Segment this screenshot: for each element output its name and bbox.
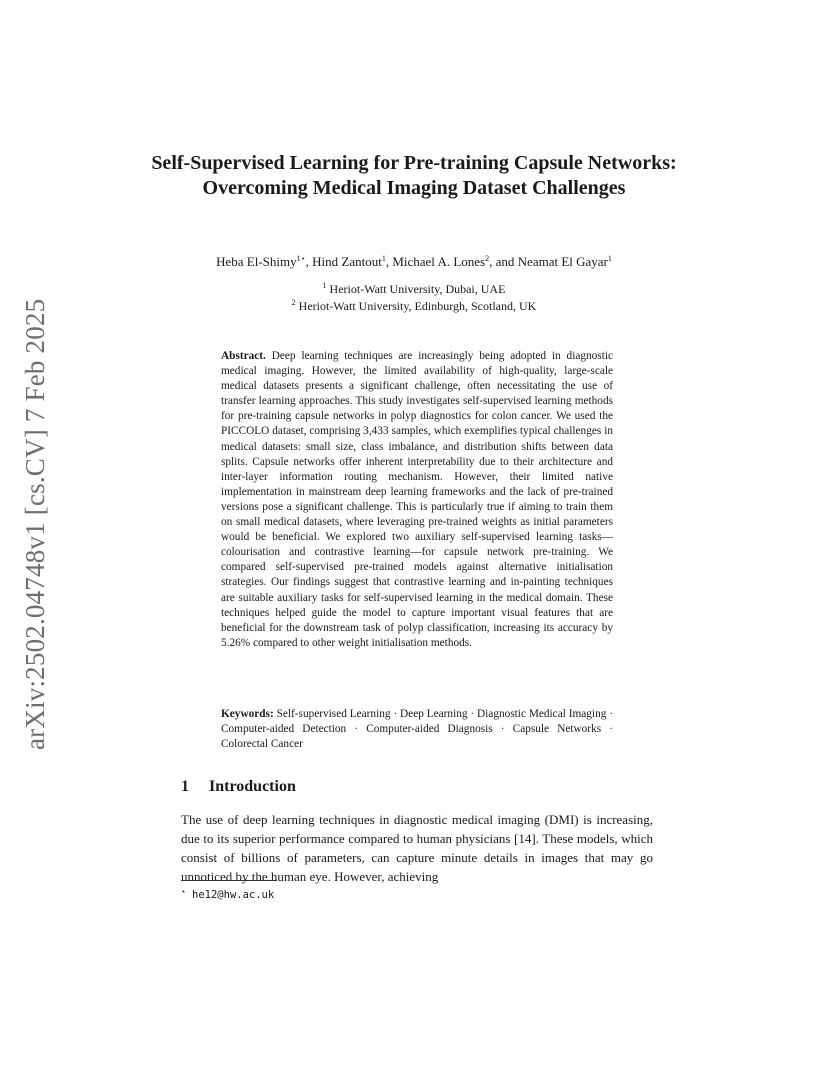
footnote-mark: ⋆ bbox=[181, 887, 187, 896]
author-separator: , bbox=[385, 254, 393, 269]
affiliation-text: Heriot-Watt University, Edinburgh, Scotland, UK bbox=[298, 299, 537, 313]
author-separator: , and bbox=[489, 254, 518, 269]
author-affiliation-mark: 1 bbox=[607, 254, 612, 263]
abstract-label: Abstract. bbox=[221, 350, 266, 362]
affiliation-item bbox=[150, 298, 678, 315]
affiliation-text: Heriot-Watt University, Dubai, UAE bbox=[329, 282, 506, 296]
author-affiliation-mark: 1 bbox=[381, 254, 386, 263]
affiliation-list bbox=[150, 281, 678, 315]
footnote-email: he12@hw.ac.uk bbox=[192, 889, 275, 901]
footnote-divider bbox=[181, 880, 277, 881]
author-name: Michael A. Lones bbox=[392, 254, 486, 269]
author-list bbox=[150, 254, 678, 270]
author-name: Neamat El Gayar bbox=[517, 254, 608, 269]
author-affiliation-mark: 2 bbox=[485, 254, 490, 263]
keywords bbox=[221, 707, 613, 752]
author-name: Hind Zantout bbox=[312, 254, 382, 269]
author-separator: , bbox=[305, 254, 313, 269]
introduction-paragraph: The use of deep learning techniques in diagnostic medical imaging (DMI) is increasing, due to its superior performance compared to human physicians [14]. These models, which consist of billions of parameters, can capture minute details in images that may go unnoticed by the human eye. However, achieving bbox=[181, 812, 653, 884]
abstract bbox=[221, 349, 613, 651]
footnote bbox=[181, 885, 274, 902]
author-name: Heba El-Shimy bbox=[216, 254, 297, 269]
affiliation-item bbox=[150, 281, 678, 298]
paper-title: Self-Supervised Learning for Pre-training Capsule Networks: Overcoming Medical Imaging Dataset Challenges bbox=[151, 152, 677, 199]
arxiv-identifier-stamp: arXiv:2502.04748v1 [cs.CV] 7 Feb 2025 bbox=[20, 298, 50, 750]
keywords-label: Keywords: bbox=[221, 708, 274, 720]
section-number: 1 bbox=[181, 778, 189, 795]
keywords-text: Self-supervised Learning · Deep Learning · Diagnostic Medical Imaging · Computer-aided Detection · Computer-aided Diagnosis · Capsule Networks · Colorectal Cancer bbox=[221, 708, 613, 751]
author-affiliation-mark: 1⋆ bbox=[296, 254, 306, 263]
section-heading bbox=[181, 777, 296, 797]
affiliation-number: 1 bbox=[322, 281, 327, 290]
abstract-text: Deep learning techniques are increasingly being adopted in diagnostic medical imaging. However, the limited availability of high-quality, large-scale medical datasets presents a significant challenge, often necessitating the use of transfer learning approaches. This study investigates self-supervised learning methods for pre-training capsule networks in polyp diagnostics for colon cancer. We used the PICCOLO dataset, comprising 3,433 samples, which exemplifies typical challenges in medical datasets: small size, class imbalance, and distribution shifts between data splits. Capsule networks offer inherent interpretability due to their architecture and inter-layer information routing mechanism. However, their limited native implementation in mainstream deep learning frameworks and the lack of pre-trained versions pose a significant challenge. This is particularly true if aiming to train them on small medical datasets, where leveraging pre-trained weights as initial parameters would be beneficial. We explored two auxiliary self-supervised learning tasks—colourisation and contrastive learning—for capsule network pre-training. We compared self-supervised pre-trained models against alternative initialisation strategies. Our findings suggest that contrastive learning and in-painting techniques are suitable auxiliary tasks for self-supervised learning in the medical domain. These techniques helped guide the model to capture important visual features that are beneficial for the downstream task of polyp classification, increasing its accuracy by 5.26% compared to other weight initialisation methods. bbox=[221, 350, 613, 649]
section-title: Introduction bbox=[209, 778, 296, 795]
affiliation-number: 2 bbox=[291, 298, 296, 307]
